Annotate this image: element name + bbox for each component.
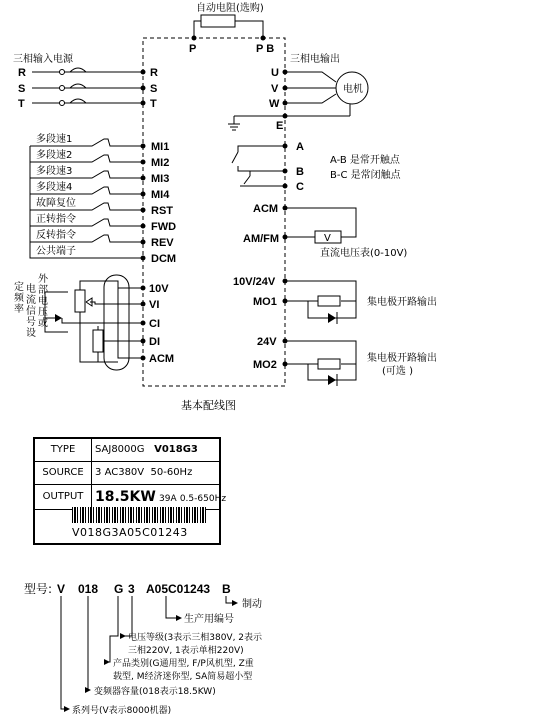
relay-note-2: B-C 是常闭触点 <box>330 170 401 181</box>
oc-optional: (可选 ) <box>382 366 413 377</box>
di-label-2: 多段速2 <box>36 150 73 161</box>
analog-label-left-1: 定频率 <box>14 282 24 315</box>
nameplate-type-value-1: SAJ8000G <box>95 444 145 455</box>
analog-inputs <box>14 272 174 370</box>
di-terminal-dot-7 <box>141 240 146 245</box>
voltmeter-symbol: V <box>324 233 331 244</box>
model-part-v: V <box>57 582 66 596</box>
di-label-8: 公共端子 <box>36 246 76 257</box>
nameplate-source-value-2: AC380V <box>104 467 145 478</box>
di-label-7: 反转指令 <box>36 230 76 241</box>
nameplate-output-value-3: 0.5-650Hz <box>179 494 227 504</box>
input-lines <box>18 67 158 110</box>
diagram-caption: 基本配线图 <box>181 399 236 412</box>
di-terminal-dot-2 <box>141 160 146 165</box>
di-terminal-1: MI1 <box>151 141 170 153</box>
right-terminal-acm: ACM <box>253 203 279 215</box>
desc-type-2: 载型, M经济迷你型, SA简易超小型 <box>113 672 253 682</box>
desc-serial: 生产用编号 <box>184 614 234 625</box>
voltmeter-label: 直流电压表(0-10V) <box>320 248 408 259</box>
di-terminal-5: RST <box>151 205 173 217</box>
di-terminal-dot-3 <box>141 176 146 181</box>
di-label-4: 多段速4 <box>36 182 73 193</box>
di-terminal-2: MI2 <box>151 157 170 169</box>
di-terminal-3: MI3 <box>151 173 170 185</box>
di-terminal-dot-5 <box>141 208 146 213</box>
di-terminal-7: REV <box>151 237 174 249</box>
input-terminal-s: S <box>150 83 158 95</box>
desc-voltage-2: 三相220V, 1表示单相220V) <box>128 646 244 656</box>
model-part-type: G <box>114 582 124 596</box>
model-part-serial: A05C01243 <box>146 582 211 596</box>
terminal-pb: P B <box>256 43 275 55</box>
relay-terminal-b: B <box>296 166 304 178</box>
nameplate-source-value-3: 50-60Hz <box>150 467 193 478</box>
right-terminal-24v: 24V <box>257 336 277 348</box>
right-terminal-10v24v: 10V/24V <box>233 276 276 288</box>
brake-resistor <box>201 15 235 27</box>
desc-series: 系列号(V表示8000机器) <box>72 706 172 716</box>
nameplate-source-label: SOURCE <box>35 462 92 484</box>
nameplate-source-row <box>35 462 219 485</box>
analog-terminal-di: DI <box>149 336 160 348</box>
nameplate-output-value-1: 18.5KW <box>95 489 156 505</box>
input-phase-r: R <box>18 67 26 79</box>
right-terminal-amfm: AM/FM <box>243 233 280 245</box>
relay-note-1: A-B 是常开触点 <box>330 155 400 166</box>
model-part-capacity: 018 <box>78 582 99 596</box>
analog-terminal-ci: CI <box>149 318 160 330</box>
nameplate-output-label: OUTPUT <box>35 485 92 509</box>
desc-brake: 制动 <box>242 599 262 610</box>
di-terminal-dot-1 <box>141 144 146 149</box>
digital-inputs <box>30 132 176 265</box>
nameplate-output-value-2: 39A <box>159 494 177 504</box>
di-terminal-4: MI4 <box>151 189 170 201</box>
di-label-6: 正转指令 <box>36 214 76 225</box>
open-collector-2 <box>253 336 437 386</box>
di-label-1: 多段速1 <box>36 134 73 145</box>
oc-label-2: 集电极开路输出 <box>367 353 437 364</box>
nameplate-source-value-1: 3 <box>95 467 102 478</box>
open-collector-1 <box>233 276 437 324</box>
diode-icon <box>328 375 336 385</box>
right-terminal-mo1: MO1 <box>253 296 277 308</box>
di-label-3: 多段速3 <box>36 166 73 177</box>
motor-label: 电机 <box>343 84 363 95</box>
nameplate-type-label: TYPE <box>35 439 92 461</box>
di-terminal-8: DCM <box>151 253 177 265</box>
model-part-voltage: 3 <box>128 582 135 596</box>
input-title: 三相输入电源 <box>13 54 73 65</box>
desc-voltage-1: 电压等级(3表示三相380V, 2表示 <box>128 633 263 643</box>
model-part-brake: B <box>222 582 231 596</box>
diode-icon <box>328 313 336 323</box>
di-terminal-6: FWD <box>151 221 177 233</box>
right-terminal-mo2: MO2 <box>253 359 277 371</box>
oc-label-1: 集电极开路输出 <box>367 297 437 308</box>
barcode <box>72 507 206 523</box>
nameplate-serial: V018G3A05C01243 <box>72 526 188 539</box>
di-terminal-dot-6 <box>141 224 146 229</box>
input-phase-t: T <box>18 98 25 110</box>
model-prefix: 型号: <box>24 582 53 596</box>
nameplate-type-row <box>35 439 219 462</box>
analog-terminal-vi: VI <box>149 299 160 311</box>
input-phase-s: S <box>18 83 26 95</box>
di-terminal-dot-4 <box>141 192 146 197</box>
relay-terminal-c: C <box>296 181 304 193</box>
analog-terminal-acm: ACM <box>149 353 175 365</box>
model-code <box>24 581 263 716</box>
relay-output <box>232 141 402 193</box>
output-title: 三相电输出 <box>290 54 340 65</box>
analog-output <box>243 203 407 259</box>
output-terminal-e: E <box>276 120 284 132</box>
analog-label-right: 外部电压或 <box>38 274 48 329</box>
output-terminal-w: W <box>269 98 280 110</box>
analog-label-mid: 电流信号设 <box>26 284 36 339</box>
relay-terminal-a: A <box>296 141 304 153</box>
terminal-p: P <box>189 43 197 55</box>
input-terminal-r: R <box>150 67 158 79</box>
input-terminal-t: T <box>150 98 157 110</box>
output-terminal-v: V <box>271 83 279 95</box>
di-terminal-dot-8 <box>141 256 146 261</box>
di-label-5: 故障复位 <box>36 198 76 209</box>
desc-capacity: 变频器容量(018表示18.5KW) <box>94 687 216 697</box>
desc-type-1: 产品类别(G通用型, F/P风机型, Z重 <box>113 659 254 669</box>
analog-terminal-10v: 10V <box>149 283 169 295</box>
nameplate-type-value-2: V018G3 <box>154 444 198 455</box>
brake-resistor-label: 自动电阻(选购) <box>196 3 264 14</box>
output-terminal-u: U <box>271 67 279 79</box>
output-lines <box>228 67 368 132</box>
